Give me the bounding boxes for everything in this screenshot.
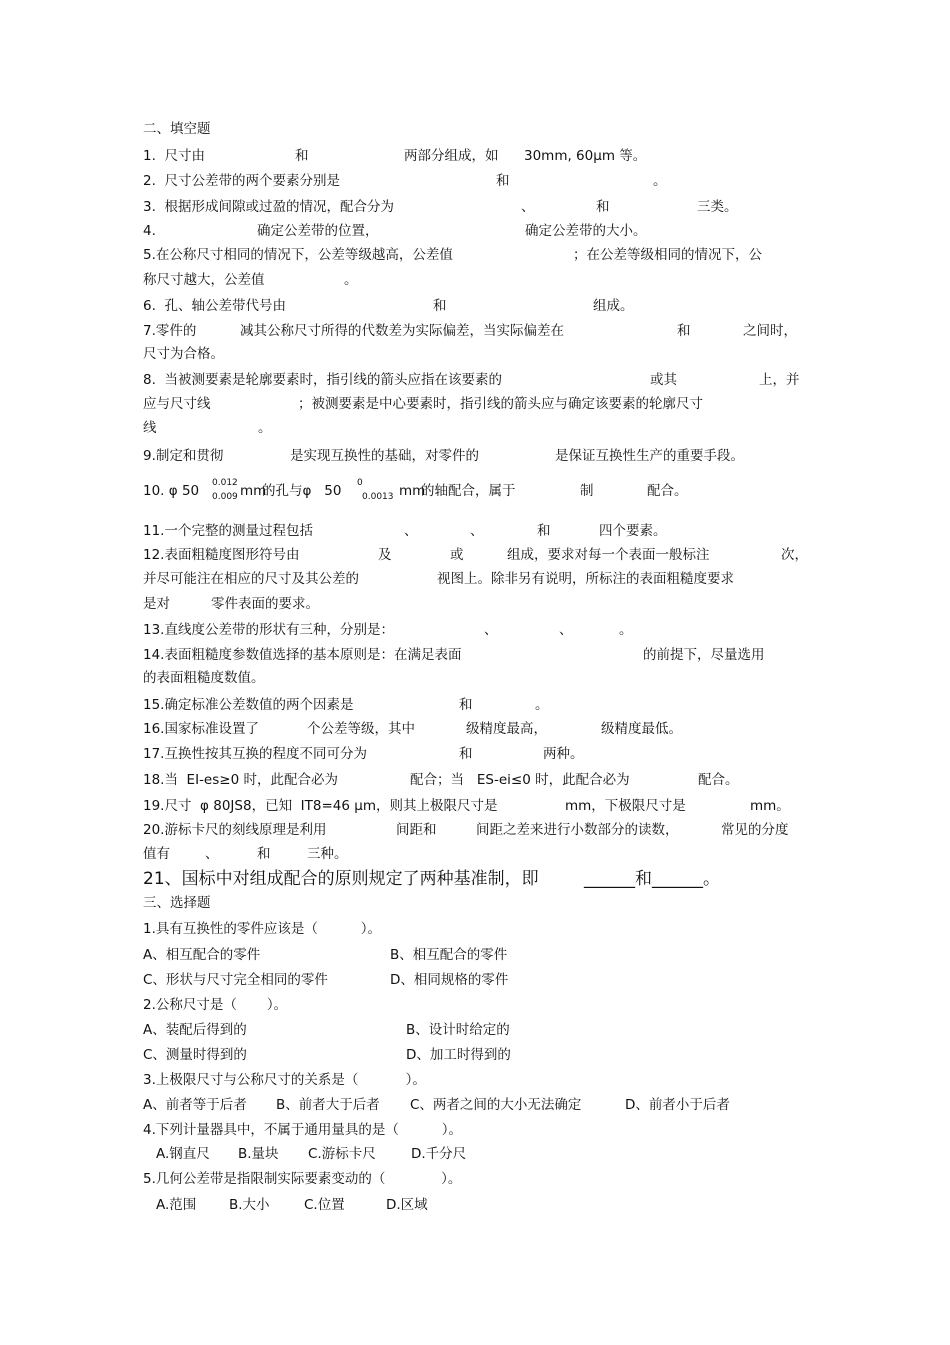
fill-q20-text: 和 <box>257 846 271 862</box>
fill-q2-text: 。 <box>653 173 667 189</box>
fill-q10-lower-deviation: 0.0013 <box>362 492 394 502</box>
fill-q2-text: 和 <box>496 173 510 189</box>
fill-q7-text: 和 <box>677 323 691 339</box>
fill-q8-text: 上，并 <box>759 372 800 388</box>
choice-q2-option-a: A、装配后得到的 <box>143 1022 247 1038</box>
fill-q7-text: 7.零件的 <box>143 323 197 339</box>
fill-q6-text: 和 <box>433 298 447 314</box>
choice-q2-option-b: B、设计时给定的 <box>406 1022 510 1038</box>
choice-q2-option-c: C、测量时得到的 <box>143 1047 247 1063</box>
fill-q12-text: 或 <box>450 547 464 563</box>
fill-q1-text: 30mm, 60μm 等。 <box>524 148 647 164</box>
fill-q10-text: 10. φ 50 <box>143 483 200 499</box>
fill-q10-upper-deviation: 0.012 <box>212 478 238 488</box>
fill-q6-text: 组成。 <box>593 298 634 314</box>
fill-q8-text: 应与尺寸线 <box>143 396 211 412</box>
fill-q21-text: 21、国标中对组成配合的原则规定了两种基准制，即 <box>143 869 539 889</box>
fill-q11-text: 11.一个完整的测量过程包括 <box>143 523 313 539</box>
fill-q14-text: 的表面粗糙度数值。 <box>143 670 265 686</box>
choice-q2-stem: 2.公称尺寸是（ ）。 <box>143 997 288 1013</box>
fill-q3-text: 3. 根据形成间隙或过盈的情况，配合分为 <box>143 199 394 215</box>
choice-q1-option-b: B、相互配合的零件 <box>390 947 508 963</box>
choice-q3-option-a: A、前者等于后者 <box>143 1097 247 1113</box>
fill-q4-text: 4. <box>143 223 156 239</box>
choice-q3-option-d: D、前者小于后者 <box>625 1097 730 1113</box>
fill-q9-text: 9.制定和贯彻 <box>143 448 224 464</box>
fill-q9-text: 是实现互换性的基础，对零件的 <box>290 448 479 464</box>
fill-q13-text: 、 <box>484 622 498 638</box>
fill-q18-text: 配合。 <box>698 772 739 788</box>
choice-q1-option-a: A、相互配合的零件 <box>143 947 261 963</box>
fill-q13-text: 13.直线度公差带的形状有三种，分别是： <box>143 622 394 638</box>
fill-q6-text: 6. 孔、轴公差带代号由 <box>143 298 286 314</box>
choice-q3-option-c: C、两者之间的大小无法确定 <box>410 1097 582 1113</box>
fill-q20-text: 、 <box>205 846 219 862</box>
fill-q12-text: 12.表面粗糙度图形符号由 <box>143 547 300 563</box>
fill-q10-text: 的孔与φ 50 <box>262 483 342 499</box>
choice-q4-option-b: B.量块 <box>238 1146 279 1162</box>
fill-q4-text: 确定公差带的大小。 <box>525 223 647 239</box>
fill-q2-text: 2. 尺寸公差带的两个要素分别是 <box>143 173 340 189</box>
fill-q7-text: 尺寸为合格。 <box>143 346 224 362</box>
fill-q12-text: 视图上。除非另有说明，所标注的表面粗糙度要求 <box>437 571 734 587</box>
fill-q14-text: 14.表面粗糙度参数值选择的基本原则是：在满足表面 <box>143 647 462 663</box>
fill-q5-text: 5.在公称尺寸相同的情况下，公差等级越高，公差值 <box>143 247 453 263</box>
fill-q12-text: 并尽可能注在相应的尺寸及其公差的 <box>143 571 359 587</box>
fill-q13-text: 、 <box>559 622 573 638</box>
fill-q15-text: 。 <box>535 697 549 713</box>
fill-q16-text: 级精度最低。 <box>601 721 682 737</box>
fill-q20-text: 值有 <box>143 846 170 862</box>
fill-q18-text: 配合；当 ES-ei≤0 时，此配合必为 <box>410 772 630 788</box>
fill-q18-text: 18.当 EI-es≥0 时，此配合必为 <box>143 772 338 788</box>
fill-q1-text: 和 <box>295 148 309 164</box>
fill-q16-text: 16.国家标准设置了 <box>143 721 259 737</box>
choice-q5-option-b: B.大小 <box>229 1197 270 1213</box>
fill-q12-text: 及 <box>378 547 392 563</box>
fill-q5-text: 称尺寸越大，公差值 <box>143 272 265 288</box>
section-title-fill: 二、填空题 <box>143 121 211 137</box>
fill-q5-text: 。 <box>344 272 358 288</box>
fill-q8-text: ；被测要素是中心要素时，指引线的箭头应与确定该要素的轮廓尺寸 <box>298 396 703 412</box>
fill-q5-text: ；在公差等级相同的情况下，公 <box>573 247 762 263</box>
fill-q11-text: 、 <box>404 523 418 539</box>
fill-q21-text: ______和______。 <box>584 869 720 889</box>
fill-q10-text: 的轴配合，属于 <box>421 483 516 499</box>
fill-q16-text: 级精度最高， <box>466 721 547 737</box>
fill-q17-text: 17.互换性按其互换的程度不同可分为 <box>143 746 367 762</box>
fill-q15-text: 和 <box>459 697 473 713</box>
choice-q5-option-d: D.区域 <box>386 1197 428 1213</box>
fill-q19-text: mm，下极限尺寸是 <box>565 798 686 814</box>
fill-q3-text: 、 <box>521 199 535 215</box>
choice-q3-stem: 3.上极限尺寸与公称尺寸的关系是（ ）。 <box>143 1072 426 1088</box>
fill-q7-text: 之间时， <box>743 323 797 339</box>
choice-q4-option-d: D.千分尺 <box>411 1146 467 1162</box>
fill-q8-text: 8. 当被测要素是轮廓要素时，指引线的箭头应指在该要素的 <box>143 372 502 388</box>
fill-q11-text: 、 <box>470 523 484 539</box>
choice-q1-option-c: C、形状与尺寸完全相同的零件 <box>143 972 328 988</box>
fill-q15-text: 15.确定标准公差数值的两个因素是 <box>143 697 354 713</box>
fill-q10-upper-deviation: 0 <box>357 478 363 488</box>
fill-q20-text: 三种。 <box>307 846 348 862</box>
fill-q4-text: 确定公差带的位置， <box>257 223 379 239</box>
choice-q4-option-c: C.游标卡尺 <box>308 1146 376 1162</box>
fill-q10-text: mm <box>240 483 267 499</box>
choice-q5-option-c: C.位置 <box>304 1197 345 1213</box>
fill-q8-text: 线 <box>143 420 157 436</box>
fill-q12-text: 是对 <box>143 596 170 612</box>
choice-q5-option-a: A.范围 <box>156 1197 197 1213</box>
fill-q10-lower-deviation: 0.009 <box>212 492 238 502</box>
choice-q1-option-d: D、相同规格的零件 <box>390 972 509 988</box>
fill-q7-text: 减其公称尺寸所得的代数差为实际偏差，当实际偏差在 <box>240 323 564 339</box>
fill-q10-text: 配合。 <box>647 483 688 499</box>
fill-q12-text: 次， <box>781 547 808 563</box>
fill-q20-text: 间距之差来进行小数部分的读数， <box>476 822 679 838</box>
fill-q1-text: 1. 尺寸由 <box>143 148 205 164</box>
fill-q20-text: 常见的分度 <box>721 822 789 838</box>
fill-q17-text: 和 <box>459 746 473 762</box>
fill-q16-text: 个公差等级，其中 <box>307 721 415 737</box>
choice-q3-option-b: B、前者大于后者 <box>276 1097 380 1113</box>
fill-q10-text: 制 <box>580 483 594 499</box>
fill-q12-text: 零件表面的要求。 <box>211 596 319 612</box>
fill-q10-text: mm <box>399 483 426 499</box>
fill-q13-text: 。 <box>619 622 633 638</box>
fill-q11-text: 四个要素。 <box>599 523 667 539</box>
section-title-choice: 三、选择题 <box>143 895 211 911</box>
fill-q12-text: 组成，要求对每一个表面一般标注 <box>507 547 710 563</box>
choice-q4-option-a: A.钢直尺 <box>156 1146 210 1162</box>
fill-q20-text: 间距和 <box>396 822 437 838</box>
fill-q17-text: 两种。 <box>543 746 584 762</box>
fill-q14-text: 的前提下，尽量选用 <box>643 647 765 663</box>
fill-q19-text: 19.尺寸 φ 80JS8，已知 IT8=46 μm，则其上极限尺寸是 <box>143 798 498 814</box>
choice-q1-stem: 1.具有互换性的零件应该是（ ）。 <box>143 921 382 937</box>
fill-q11-text: 和 <box>537 523 551 539</box>
fill-q3-text: 三类。 <box>697 199 738 215</box>
fill-q8-text: 或其 <box>650 372 677 388</box>
fill-q3-text: 和 <box>596 199 610 215</box>
fill-q19-text: mm。 <box>750 798 790 814</box>
fill-q1-text: 两部分组成，如 <box>404 148 499 164</box>
choice-q2-option-d: D、加工时得到的 <box>406 1047 511 1063</box>
fill-q9-text: 是保证互换性生产的重要手段。 <box>555 448 744 464</box>
fill-q20-text: 20.游标卡尺的刻线原理是利用 <box>143 822 327 838</box>
fill-q8-text: 。 <box>258 420 272 436</box>
choice-q4-stem: 4.下列计量器具中，不属于通用量具的是（ ）。 <box>143 1122 463 1138</box>
choice-q5-stem: 5.几何公差带是指限制实际要素变动的（ ）。 <box>143 1171 462 1187</box>
